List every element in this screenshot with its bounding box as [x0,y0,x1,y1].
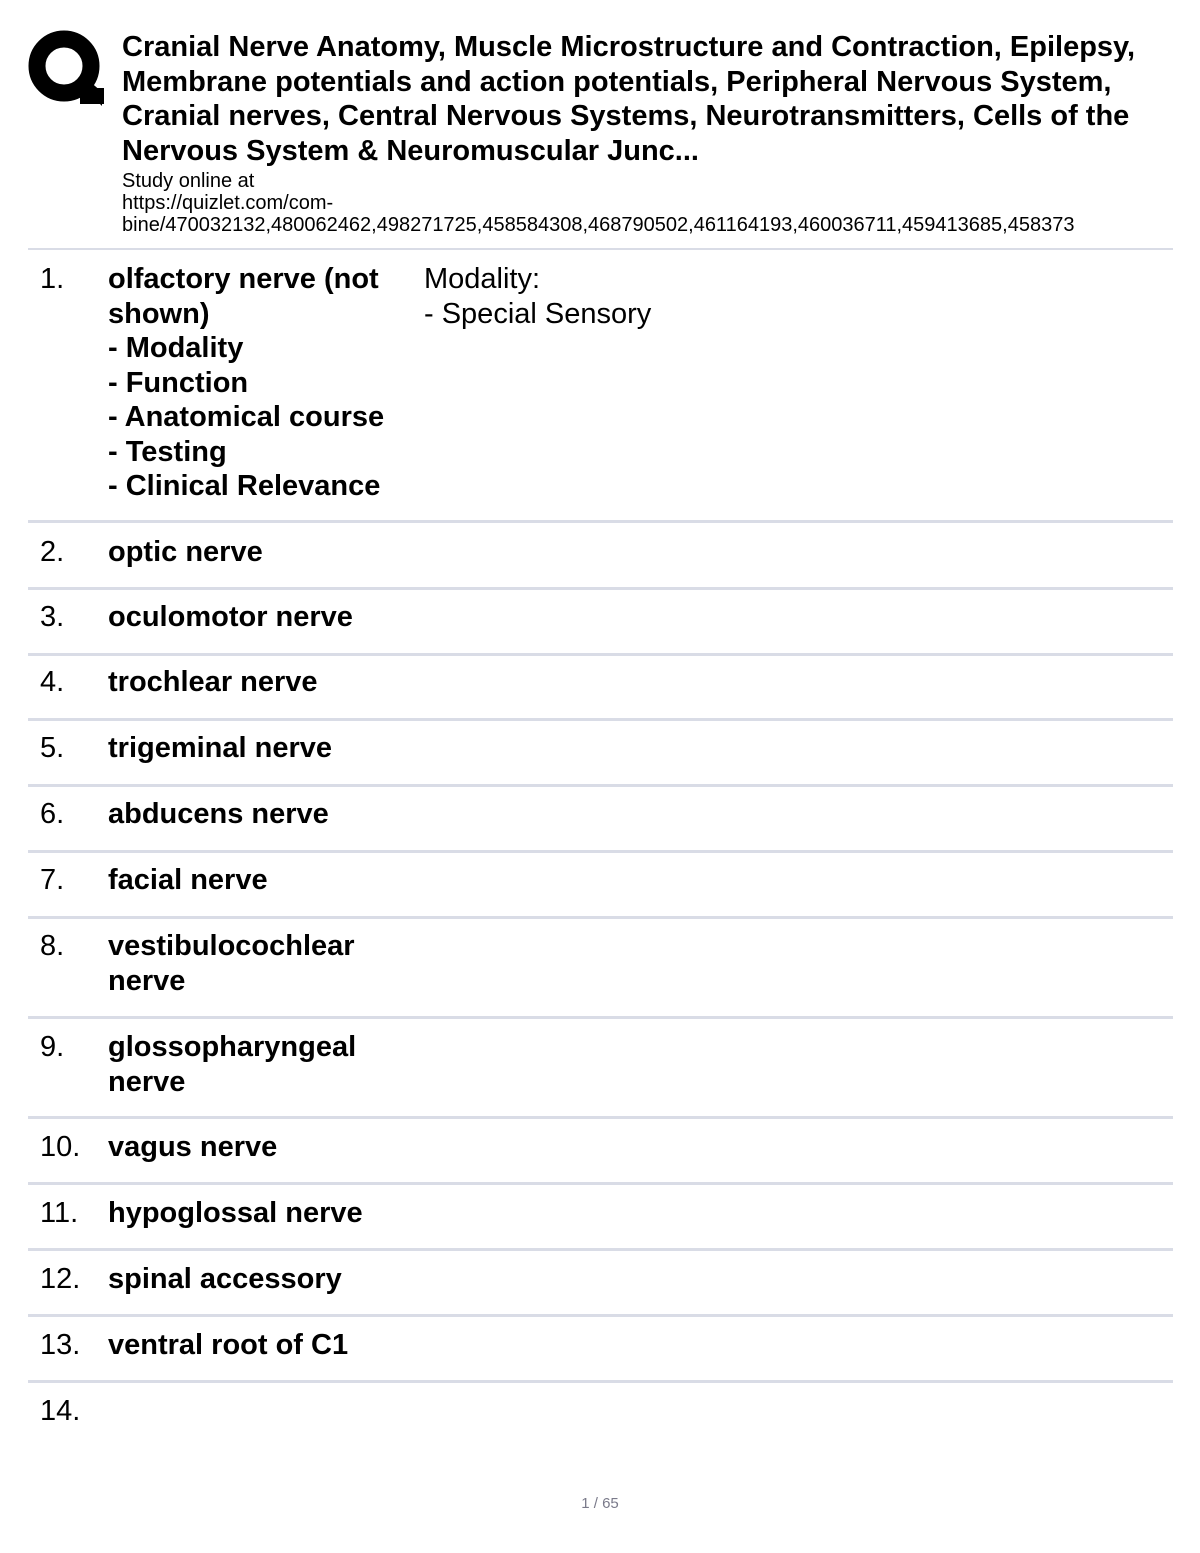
term-line: shown) [108,297,210,330]
row-divider [28,1116,1173,1119]
term-line: hypoglossal nerve [108,1197,363,1229]
card-term [108,863,408,898]
row-divider [28,916,1173,919]
definition-line: Modality: [424,263,541,295]
card-number: 5. [40,732,65,764]
term-line: - Anatomical course [108,401,385,433]
term-line: oculomotor nerve [108,601,353,633]
card-number: 12. [40,1263,81,1295]
term-line: - Modality [108,332,244,364]
row-divider [28,718,1173,721]
card-term [108,262,408,504]
term-line: optic nerve [108,536,263,568]
card-number: 1. [40,263,65,295]
card-number: 11. [40,1197,79,1229]
row-divider [28,850,1173,853]
card-term [108,1262,408,1297]
row-divider [28,1248,1173,1251]
card-term [108,731,408,766]
term-line: - Testing [108,435,227,468]
row-divider [28,587,1173,590]
term-line: nerve [108,964,186,997]
term-line: - Function [108,366,249,399]
term-line: abducens nerve [108,798,329,830]
study-url-continued[interactable]: bine/470032132,480062462,498271725,458584308,468790502,461164193,460036711,459413685,458373 [122,214,1075,236]
study-online-note [122,170,1200,236]
card-number: 6. [40,798,65,830]
card-definition [424,262,651,331]
term-line: glossopharyngeal [108,1031,357,1063]
term-line: trochlear nerve [108,666,318,698]
card-term [108,1196,408,1231]
row-divider [28,1380,1173,1383]
card-number: 4. [40,666,65,698]
term-line: trigeminal nerve [108,732,333,764]
card-term [108,665,408,700]
card-number: 3. [40,601,65,633]
card-number: 8. [40,930,65,962]
card-number: 10. [40,1131,81,1163]
header-divider [28,248,1173,250]
title-line: Nervous System & Neuromuscular Junc... [122,134,699,167]
term-line: olfactory nerve (not [108,263,379,295]
study-url[interactable]: https://quizlet.com/com- [122,192,334,214]
row-divider [28,1314,1173,1317]
card-number: 9. [40,1031,65,1063]
page-indicator: 1 / 65 [581,1495,619,1512]
card-term [108,1328,408,1363]
card-term [108,797,408,832]
card-term [108,1130,408,1165]
card-number: 2. [40,536,65,568]
card-number: 14. [40,1395,81,1427]
card-term [108,1030,408,1099]
row-divider [28,784,1173,787]
term-line: vestibulocochlear [108,930,355,962]
card-term [108,600,408,635]
term-line: ventral root of C1 [108,1329,349,1361]
card-term [108,535,408,570]
term-line: vagus nerve [108,1131,278,1163]
card-number: 13. [40,1329,81,1361]
definition-line: - Special Sensory [424,297,652,330]
term-line: - Clinical Relevance [108,470,381,502]
card-number: 7. [40,864,65,896]
term-line: facial nerve [108,864,268,896]
title-line: Cranial Nerve Anatomy, Muscle Microstructure and Contraction, Epilepsy, [122,31,1136,63]
row-divider [28,520,1173,523]
row-divider [28,1182,1173,1185]
card-term [108,929,408,998]
row-divider [28,653,1173,656]
title-line: Cranial nerves, Central Nervous Systems, Neurotransmitters, Cells of the [122,100,1130,132]
term-line: nerve [108,1065,186,1098]
row-divider [28,1016,1173,1019]
document-header [122,30,1200,236]
title-line: Membrane potentials and action potentials, Peripheral Nervous System, [122,65,1112,98]
study-line: Study online at [122,170,255,192]
quizlet-logo-icon [28,28,104,108]
term-line: spinal accessory [108,1263,342,1295]
document-title [122,30,1200,168]
